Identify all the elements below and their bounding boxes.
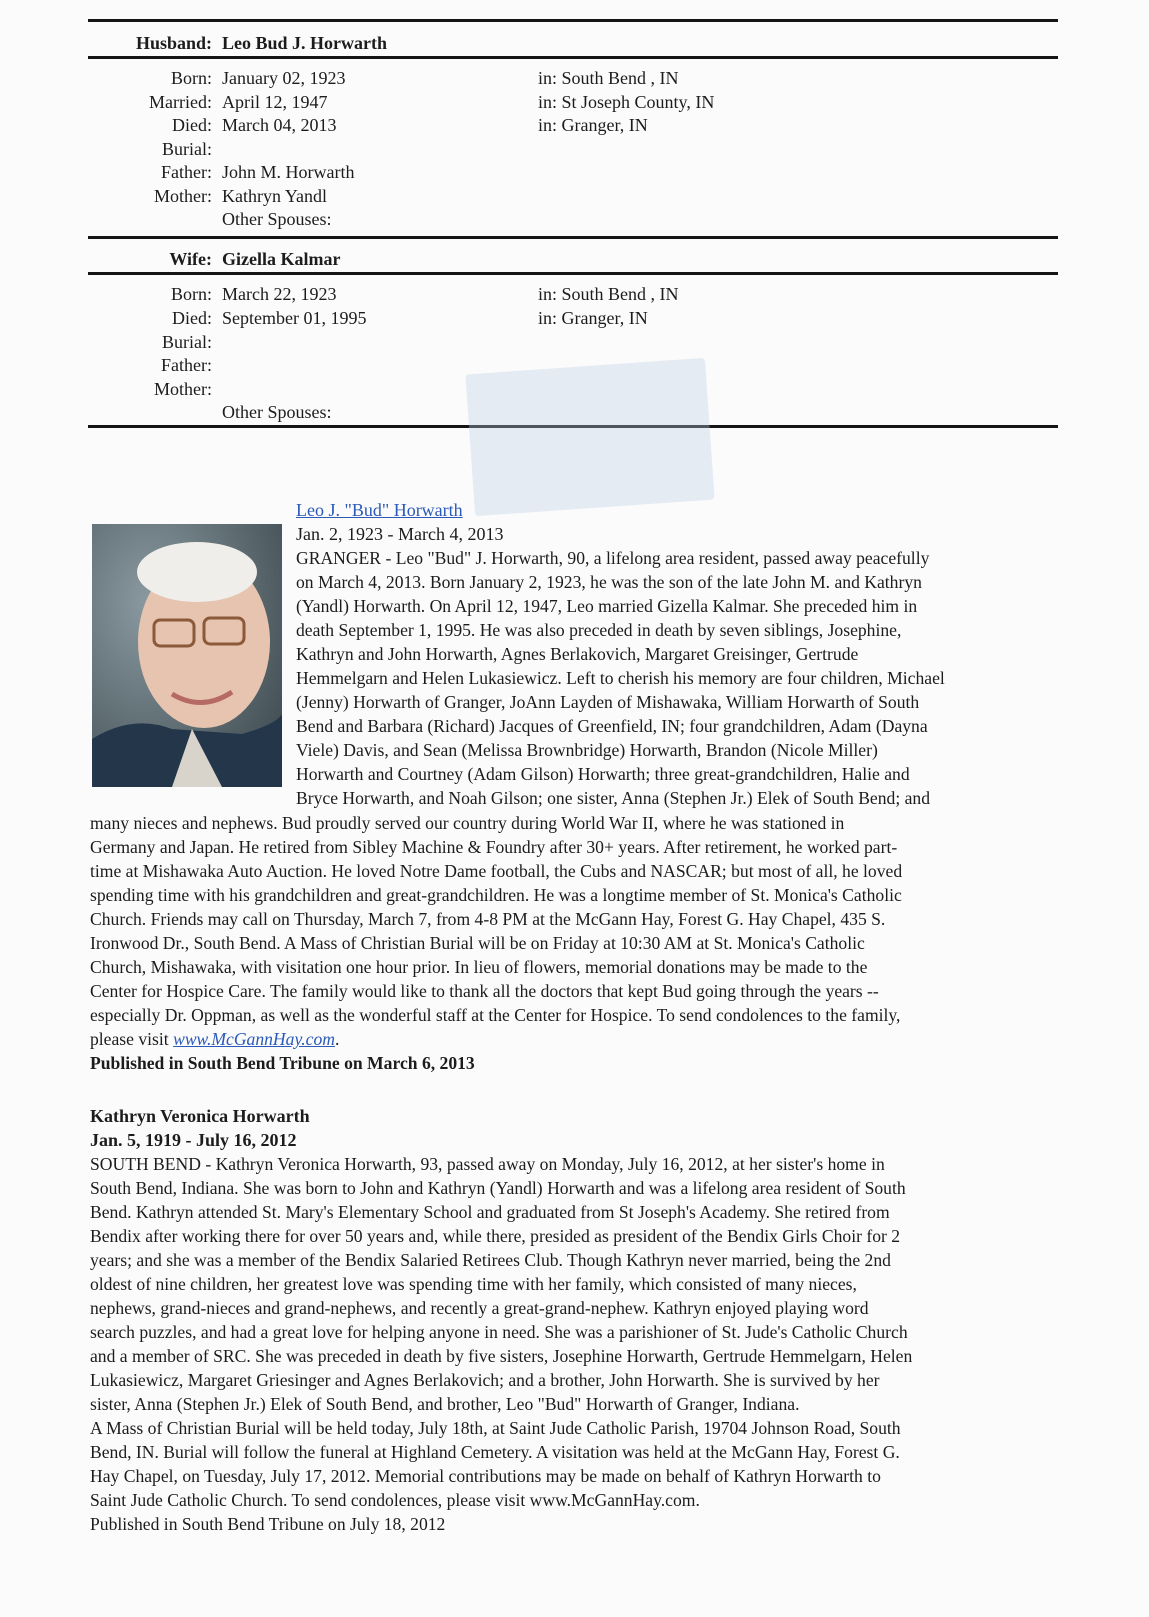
obituary1-line: (Jenny) Horwarth of Granger, JoAnn Layden of Mishawaka, William Horwarth of South (296, 692, 920, 712)
husband-married-value: April 12, 1947 (222, 92, 328, 112)
husband-other-spouses: Other Spouses: (222, 209, 332, 229)
obituary1-line: many nieces and nephews. Bud proudly served our country during World War II, where he was stationed in (90, 813, 845, 833)
obituary2-body (90, 1152, 1055, 1536)
obituary1-body-wrapped (90, 546, 1055, 810)
obituary2-line: Bend, IN. Burial will follow the funeral at Highland Cemetery. A visitation was held at the McGann Hay, Forest G. (90, 1442, 900, 1462)
wife-died-value: September 01, 1995 (222, 308, 367, 328)
obituary1-line: especially Dr. Oppman, as well as the wonderful staff at the Center for Hospice. To send condolences to the family, (90, 1005, 901, 1025)
husband-married-label: Married: (149, 92, 212, 112)
obituary1-line: on March 4, 2013. Born January 2, 1923, he was the son of the late John M. and Kathryn (296, 572, 922, 592)
obituary2-line: and a member of SRC. She was preceded in death by five sisters, Josephine Horwarth, Gertrude Hemmelgarn, Helen (90, 1346, 913, 1366)
husband-died-value: March 04, 2013 (222, 115, 337, 135)
husband-born-place: in: South Bend , IN (538, 68, 679, 88)
wife-born-place: in: South Bend , IN (538, 284, 679, 304)
obituary1-line: Church. Friends may call on Thursday, March 7, from 4-8 PM at the McGann Hay, Forest G. Hay Chapel, 435 S. (90, 909, 886, 929)
obituary1-line: GRANGER - Leo "Bud" J. Horwarth, 90, a lifelong area resident, passed away peacefully (296, 548, 930, 568)
husband-born-value: January 02, 1923 (222, 68, 346, 88)
wife-born-label: Born: (170, 284, 212, 304)
obituary1-line: time at Mishawaka Auto Auction. He loved Notre Dame football, the Cubs and NASCAR; but most of all, he loved (90, 861, 903, 881)
obituary1-line: Viele) Davis, and Sean (Melissa Brownbridge) Horwarth, Brandon (Nicole Miller) (296, 740, 878, 760)
obituary1-line: Kathryn and John Horwarth, Agnes Berlakovich, Margaret Greisinger, Gertrude (296, 644, 859, 664)
obituary1-line: Hemmelgarn and Helen Lukasiewicz. Left to cherish his memory are four children, Michael (296, 668, 945, 688)
wife-born-value: March 22, 1923 (222, 284, 337, 304)
obituary2-line: Hay Chapel, on Tuesday, July 17, 2012. Memorial contributions may be made on behalf of Kathryn Horwarth to (90, 1466, 881, 1486)
wife-mother-label: Mother: (154, 379, 212, 399)
husband-married-place: in: St Joseph County, IN (538, 92, 715, 112)
obituary1-line: Center for Hospice Care. The family would like to thank all the doctors that kept Bud going through the years -- (90, 981, 879, 1001)
rule-wife-header (88, 272, 1058, 275)
rule-husband-header (88, 56, 1058, 59)
wife-burial-label: Burial: (162, 332, 212, 352)
obituary1-line: Church, Mishawaka, with visitation one hour prior. In lieu of flowers, memorial donations may be made to the (90, 957, 868, 977)
wife-father-label: Father: (161, 355, 212, 375)
obituary1-published: Published in South Bend Tribune on March 6, 2013 (90, 1053, 475, 1073)
husband-died-place: in: Granger, IN (538, 115, 648, 135)
obituary1-line: Horwarth and Courtney (Adam Gilson) Horwarth; three great-grandchildren, Halie and (296, 764, 910, 784)
obituary2-dates: Jan. 5, 1919 - July 16, 2012 (90, 1130, 297, 1150)
mcgannhay-link[interactable]: www.McGannHay.com (173, 1029, 335, 1049)
husband-born-label: Born: (170, 68, 212, 88)
wife-other-spouses: Other Spouses: (222, 402, 332, 422)
obituary2-line: A Mass of Christian Burial will be held today, July 18th, at Saint Jude Catholic Parish, 19704 Johnson Road, South (90, 1418, 901, 1438)
husband-burial-label: Burial: (162, 139, 212, 159)
obituary2-line: South Bend, Indiana. She was born to John and Kathryn (Yandl) Horwarth and was a lifelong area resident of South (90, 1178, 906, 1198)
obituary2-name: Kathryn Veronica Horwarth (90, 1106, 310, 1126)
obituary1-last-line (90, 1027, 1055, 1051)
obituary1-line: Ironwood Dr., South Bend. A Mass of Christian Burial will be on Friday at 10:30 AM at St. Monica's Catholic (90, 933, 865, 953)
wife-name: Gizella Kalmar (222, 249, 341, 269)
obituary1-title-link[interactable]: Leo J. "Bud" Horwarth (296, 500, 463, 520)
obituary1-body-full (90, 811, 1055, 1075)
obituary1-dates: Jan. 2, 1923 - March 4, 2013 (296, 524, 504, 544)
obituary2-line: SOUTH BEND - Kathryn Veronica Horwarth, 93, passed away on Monday, July 16, 2012, at her sister's home in (90, 1154, 885, 1174)
obituary2-line: oldest of nine children, her greatest love was spending time with her family, which consisted of many nieces, (90, 1274, 857, 1294)
obituary2-published: Published in South Bend Tribune on July 18, 2012 (90, 1514, 446, 1534)
rule-wife-top (88, 236, 1058, 239)
obituary1-last-line-suffix: . (335, 1029, 340, 1049)
obituary2-line: search puzzles, and had a great love for helping anyone in need. She was a parishioner of St. Jude's Catholic Church (90, 1322, 908, 1342)
obituary1-last-line-prefix: please visit (90, 1029, 174, 1049)
obituary1-line: spending time with his grandchildren and great-grandchildren. He was a longtime member of St. Monica's Catholic (90, 885, 902, 905)
obituary2-line: Bendix after working there for over 50 years and, while there, presided as president of the Bendix Girls Choir for 2 (90, 1226, 901, 1246)
husband-died-label: Died: (172, 115, 212, 135)
husband-father-value: John M. Horwarth (222, 162, 355, 182)
obituary1-line: Bend and Barbara (Richard) Jacques of Greenfield, IN; four grandchildren, Adam (Dayna (296, 716, 928, 736)
wife-header-label: Wife: (169, 249, 212, 269)
husband-mother-value: Kathryn Yandl (222, 186, 328, 206)
wife-died-place: in: Granger, IN (538, 308, 648, 328)
obituary2-line: years; and she was a member of the Bendix Salaried Retirees Club. Though Kathryn never married, being the 2nd (90, 1250, 891, 1270)
obituary2-line: nephews, grand-nieces and grand-nephews, and recently a great-grand-nephew. Kathryn enjoyed playing word (90, 1298, 869, 1318)
obituary1-line: Germany and Japan. He retired from Sibley Machine & Foundry after 30+ years. After retirement, he worked part- (90, 837, 898, 857)
husband-header-label: Husband: (135, 33, 212, 53)
husband-name: Leo Bud J. Horwarth (222, 33, 388, 53)
tape-mark (465, 358, 714, 516)
obituary1-line: (Yandl) Horwarth. On April 12, 1947, Leo married Gizella Kalmar. She preceded him in (296, 596, 918, 616)
obituary2-line: Saint Jude Catholic Church. To send condolences, please visit www.McGannHay.com. (90, 1490, 700, 1510)
obituary1-line: Bryce Horwarth, and Noah Gilson; one sister, Anna (Stephen Jr.) Elek of South Bend; and (296, 788, 931, 808)
obituary1-line: death September 1, 1995. He was also preceded in death by seven siblings, Josephine, (296, 620, 902, 640)
obituary2-line: sister, Anna (Stephen Jr.) Elek of South Bend, and brother, Leo "Bud" Horwarth of Granger, Indiana. (90, 1394, 800, 1414)
obituary2-line: Bend. Kathryn attended St. Mary's Elementary School and graduated from St Joseph's Academy. She retired from (90, 1202, 890, 1222)
husband-mother-label: Mother: (154, 186, 212, 206)
rule-top (88, 19, 1058, 22)
wife-died-label: Died: (172, 308, 212, 328)
husband-father-label: Father: (161, 162, 212, 182)
obituary2-line: Lukasiewicz, Margaret Griesinger and Agnes Berlakovich; and a brother, John Horwarth. She is survived by her (90, 1370, 880, 1390)
